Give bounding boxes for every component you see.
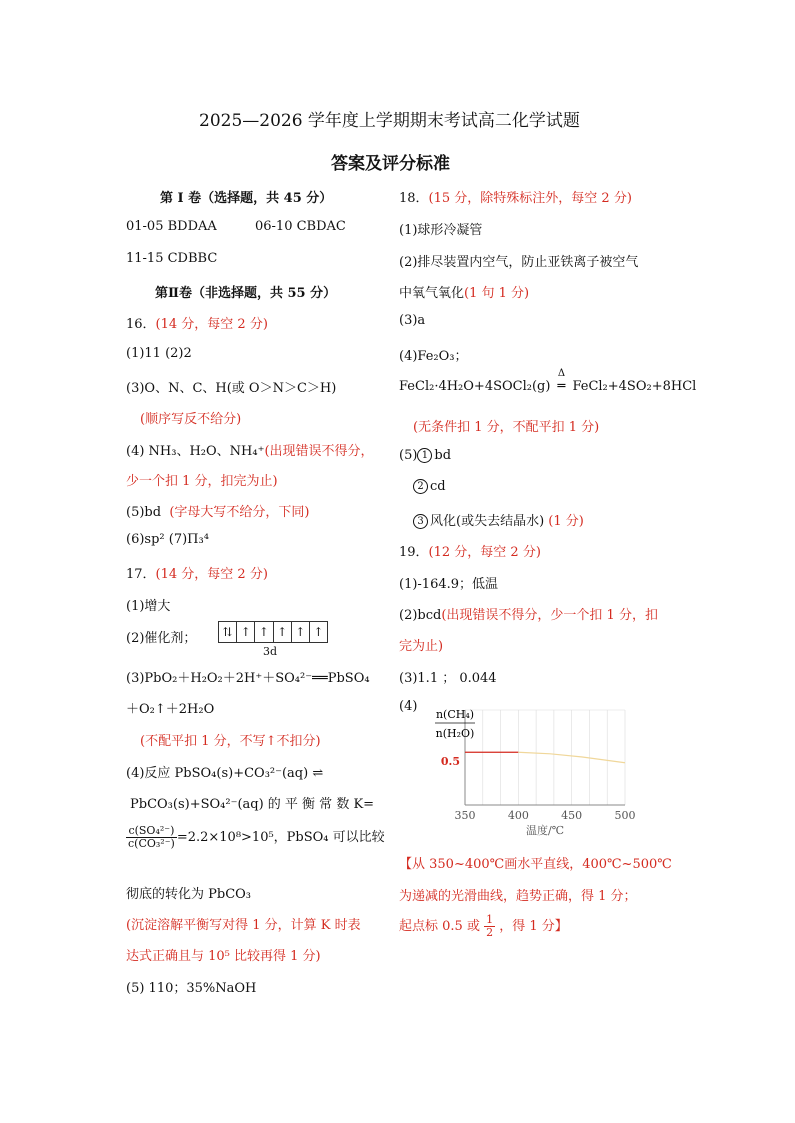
- q16-note-4a: (出现错误不得分，: [264, 444, 374, 459]
- q19-answer-4-label: (4): [399, 699, 418, 714]
- q17-score: (14 分，每空 2 分): [155, 567, 268, 582]
- part2-heading: 第Ⅱ卷（非选择题，共 55 分）: [155, 286, 337, 301]
- q16-number: 16．: [126, 317, 156, 332]
- q17-note-4a: (沉淀溶解平衡写对得 1 分，计算 K 时表: [126, 918, 361, 933]
- q17-note-3: (不配平扣 1 分，不写↑不扣分): [140, 734, 321, 749]
- q16-note-3: (顺序写反不给分): [140, 412, 242, 427]
- x-tick-label: 500: [614, 809, 636, 822]
- q18-answer-5-1: [399, 448, 451, 463]
- circled-number: 3: [413, 514, 428, 529]
- y-label-numerator: n(CH₄): [435, 708, 475, 721]
- q17-answer-4c-text: =2.2×10⁸>10⁵，PbSO₄ 可以比较: [176, 830, 385, 845]
- q19-header: [399, 541, 541, 560]
- q16-answer-3: (3)O、N、C、H(或 O＞N＞C＞H): [126, 381, 337, 396]
- q17-answer-3a: (3)PbO₂＋H₂O₂＋2H⁺＋SO₄²⁻══PbSO₄: [126, 671, 370, 686]
- orbital-diagram: [218, 621, 328, 643]
- q17-answer-5: (5) 110；35%NaOH: [126, 981, 257, 996]
- q18-answer-4a: (4)Fe₂O₃；: [399, 349, 468, 364]
- orbital-box: ↑: [274, 622, 292, 642]
- orbital-box: ↑: [292, 622, 310, 642]
- q18-answer-5-label: (5): [399, 448, 418, 463]
- q19-note-2b: 完为止): [399, 639, 444, 654]
- mc-answers-01-05: 01-05 BDDAA: [126, 219, 217, 234]
- q16-answer-1-2: (1)11 (2)2: [126, 346, 192, 361]
- q19-score: (12 分，每空 2 分): [428, 545, 541, 560]
- page-title: 2025—2026 学年度上学期期末考试高二化学试题: [199, 111, 580, 131]
- orbital-box: ⇅: [219, 622, 237, 642]
- q16-note-5: (字母大写不给分，下同): [169, 505, 310, 520]
- q19-answer-1: (1)-164.9；低温: [399, 577, 499, 592]
- q18-note-4: (无条件扣 1 分，不配平扣 1 分): [413, 420, 600, 435]
- fraction-denominator: c(CO₃²⁻): [128, 837, 175, 850]
- q17-number: 17．: [126, 567, 156, 582]
- q17-answer-4c: [126, 825, 385, 850]
- q18-score: (15 分，除特殊标注外，每空 2 分): [428, 191, 632, 206]
- orbital-box: ↑: [237, 622, 255, 642]
- q18-answer-1: (1)球形冷凝管: [399, 223, 483, 238]
- mc-answers-11-15: 11-15 CDBBC: [126, 251, 218, 266]
- q17-header: [126, 563, 268, 582]
- q16-header: [126, 313, 268, 332]
- fraction-numerator: 1: [486, 913, 494, 926]
- reaction-arrow: Δ ═: [550, 379, 572, 394]
- orbital-box: ↑: [255, 622, 273, 642]
- x-axis-label: 温度/℃: [525, 824, 565, 837]
- q17-answer-1: (1)增大: [126, 599, 171, 614]
- q17-note-4b: 达式正确且与 10⁵ 比较再得 1 分): [126, 949, 321, 964]
- part1-heading: 第 I 卷（选择题，共 45 分）: [160, 191, 333, 206]
- q18-answer-5-2-text: cd: [430, 479, 446, 494]
- q19-note-2a: (出现错误不得分，少一个扣 1 分，扣: [441, 608, 658, 623]
- q19-answer-2: [399, 604, 658, 623]
- q16-answer-6-7: (6)sp² (7)Π₃⁴: [126, 532, 209, 547]
- q18-answer-3: (3)a: [399, 313, 426, 328]
- q18-answer-2b: [399, 282, 529, 301]
- q18-answer-5-1-text: bd: [434, 448, 452, 463]
- x-tick-labels: [455, 809, 636, 822]
- orbital-label: 3d: [263, 645, 278, 658]
- q18-answer-5-2: [413, 479, 446, 494]
- circled-number: 2: [413, 479, 428, 494]
- heat-condition: Δ: [557, 368, 566, 379]
- q16-note-4b: 少一个扣 1 分，扣完为止): [126, 474, 278, 489]
- q18-answer-5-3-text: 风化(或失去结晶水): [430, 514, 545, 529]
- page-subtitle: 答案及评分标准: [331, 154, 450, 174]
- fraction-denominator: 2: [486, 926, 494, 939]
- q16-answer-5-text: (5)bd: [126, 505, 162, 520]
- equilibrium-fraction: [126, 825, 177, 850]
- q19-note-4b: 为递减的光滑曲线，趋势正确，得 1 分；: [399, 889, 637, 904]
- q19-answer-3: (3)1.1 ； 0.044: [399, 671, 497, 686]
- x-tick-label: 400: [507, 809, 529, 822]
- q19-number: 19．: [399, 545, 429, 560]
- equation-right: FeCl₂+4SO₂+8HCl: [572, 379, 697, 394]
- fraction-numerator: c(SO₄²⁻): [126, 825, 177, 838]
- chart-series: [465, 752, 625, 763]
- q19-answer-2-text: (2)bcd: [399, 608, 442, 623]
- q16-score: (14 分，每空 2 分): [155, 317, 268, 332]
- q19-note-4c-post: ，得 1 分】: [499, 919, 568, 934]
- one-half-fraction: [484, 914, 495, 939]
- q18-note-5-3: (1 分): [548, 514, 584, 529]
- q16-answer-4-text: (4) NH₃、H₂O、NH₄⁺: [126, 444, 265, 459]
- circled-number: 1: [417, 448, 432, 463]
- orbital-box: ↑: [313, 625, 324, 639]
- q16-answer-5: [126, 501, 309, 520]
- q18-answer-2a: (2)排尽装置内空气，防止亚铁离子被空气: [399, 255, 639, 270]
- chart-grid: [465, 710, 625, 805]
- q18-equation: [399, 368, 697, 394]
- q17-answer-3b: ＋O₂↑＋2H₂O: [126, 702, 215, 717]
- q17-answer-4b: PbCO₃(s)+SO₄²⁻(aq) 的 平 衡 常 数 K=: [130, 797, 375, 812]
- q19-note-4a: 【从 350~400℃画水平直线，400℃~500℃: [399, 857, 672, 872]
- mc-answers-06-10: 06-10 CBDAC: [255, 219, 346, 234]
- y-label-denominator: n(H₂O): [435, 727, 475, 740]
- q17-answer-4d: 彻底的转化为 PbCO₃: [126, 887, 252, 902]
- q18-answer-5-3: [413, 510, 584, 529]
- q17-answer-2: (2)催化剂；: [126, 631, 197, 646]
- q18-note-2: (1 句 1 分): [464, 286, 530, 301]
- x-tick-label: 350: [454, 809, 476, 822]
- q18-answer-2b-text: 中氧气氧化: [399, 286, 465, 301]
- q16-answer-4: [126, 440, 374, 459]
- q17-answer-4a: (4)反应 PbSO₄(s)+CO₃²⁻(aq) ⇌: [126, 766, 324, 781]
- q19-note-4c: [399, 914, 568, 939]
- y-mark-label: 0.5: [440, 755, 460, 768]
- temperature-ratio-chart: [425, 700, 645, 840]
- q18-number: 18．: [399, 191, 429, 206]
- q19-note-4c-pre: 起点标 0.5 或: [399, 919, 480, 934]
- x-tick-label: 450: [561, 809, 583, 822]
- equation-left: FeCl₂·4H₂O+4SOCl₂(g): [399, 379, 551, 394]
- q18-header: [399, 187, 632, 206]
